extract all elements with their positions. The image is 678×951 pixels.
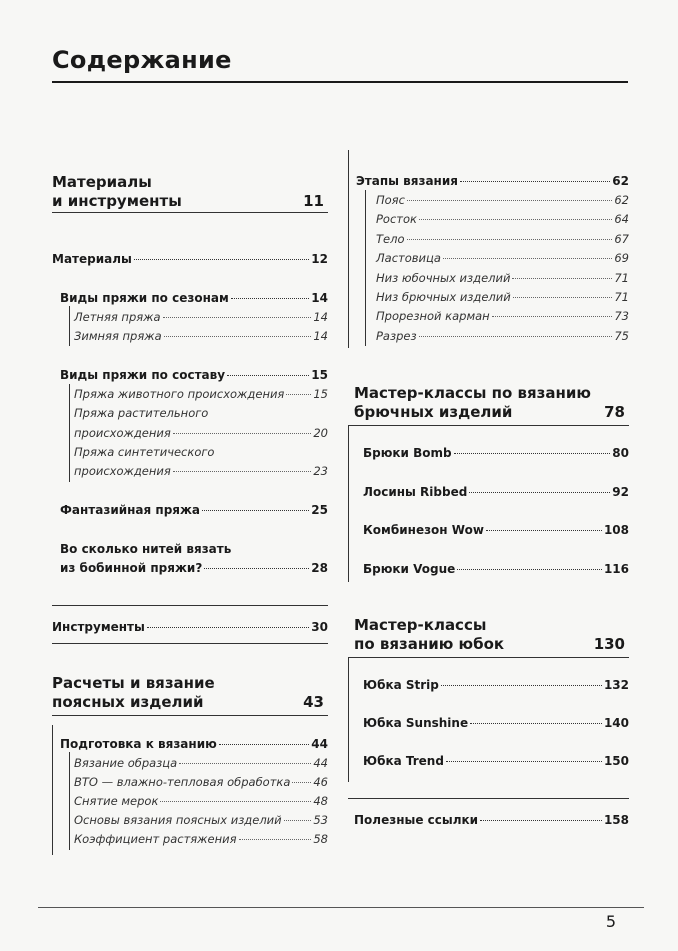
toc-entry-summer-yarn[interactable]: Летняя пряжа 14: [74, 310, 328, 324]
toc-entry-skirt-trend[interactable]: Юбка Trend 150: [363, 754, 629, 768]
heading-line-2: поясных изделий: [52, 693, 204, 711]
heading-line-1: Материалы: [52, 173, 152, 191]
toc-entry-plant-yarn[interactable]: происхождения 20: [74, 426, 328, 440]
toc-entry-tools[interactable]: Инструменты 30: [52, 620, 328, 634]
toc-entry-skirt-strip[interactable]: Юбка Strip 132: [363, 678, 629, 692]
heading-line-1: Мастер-классы по вязанию: [354, 384, 591, 402]
section-rule: [52, 643, 328, 644]
toc-entry-yarn-season[interactable]: Виды пряжи по сезонам 14: [60, 291, 328, 305]
subsection-bar: [69, 752, 70, 850]
section-bar: [348, 425, 349, 582]
section-bar: [348, 657, 349, 782]
subsection-bar: [365, 190, 366, 346]
toc-entry-yarn-composition[interactable]: Виды пряжи по составу 15: [60, 368, 328, 382]
section-heading-materials-tools[interactable]: [52, 173, 328, 211]
heading-page: 43: [303, 693, 324, 711]
toc-entry-plant-yarn-line1[interactable]: Пряжа растительного: [74, 406, 209, 420]
toc-entry-stretch[interactable]: Коэффициент растяжения 58: [74, 832, 328, 846]
section-bar: [348, 150, 349, 348]
heading-line-2: и инструменты: [52, 192, 182, 210]
toc-entry-body[interactable]: Тело 67: [376, 232, 629, 246]
section-heading-skirts-masterclasses[interactable]: [354, 616, 629, 654]
toc-entry-winter-yarn[interactable]: Зимняя пряжа 14: [74, 329, 328, 343]
heading-line-2: по вязанию юбок: [354, 635, 505, 653]
page-number: 5: [605, 912, 616, 931]
toc-entry-jumpsuit-wow[interactable]: Комбинезон Wow 108: [363, 523, 629, 537]
toc-entry-sample[interactable]: Вязание образца 44: [74, 756, 328, 770]
section-heading-pants-masterclasses[interactable]: [354, 384, 629, 422]
section-heading-calculations[interactable]: [52, 674, 328, 712]
toc-entry-fantasy-yarn[interactable]: Фантазийная пряжа 25: [60, 503, 328, 517]
toc-entry-pants-bottom[interactable]: Низ брючных изделий 71: [376, 290, 629, 304]
toc-entry-threads[interactable]: из бобинной пряжи? 28: [60, 561, 328, 575]
toc-entry-animal-yarn[interactable]: Пряжа животного происхождения 15: [74, 387, 328, 401]
heading-rule: [52, 212, 328, 213]
toc-entry-vto[interactable]: ВТО — влажно-тепловая обработка 46: [74, 775, 328, 789]
toc-entry-gusset[interactable]: Ластовица 69: [376, 251, 629, 265]
toc-entry-skirt-bottom[interactable]: Низ юбочных изделий 71: [376, 271, 629, 285]
heading-rule: [348, 657, 629, 658]
toc-entry-rost[interactable]: Росток 64: [376, 212, 629, 226]
heading-page: 78: [604, 403, 625, 421]
heading-page: 11: [303, 192, 324, 210]
heading-line-1: Расчеты и вязание: [52, 674, 215, 692]
footer-rule: [38, 907, 644, 908]
toc-entry-skirt-sunshine[interactable]: Юбка Sunshine 140: [363, 716, 629, 730]
toc-entry-belt[interactable]: Пояс 62: [376, 193, 629, 207]
toc-entry-pants-bomb[interactable]: Брюки Bomb 80: [363, 446, 629, 460]
subsection-bar: [69, 306, 70, 346]
toc-entry-threads-line1[interactable]: Во сколько нитей вязать: [60, 542, 232, 556]
toc-entry-synthetic-yarn[interactable]: происхождения 23: [74, 464, 328, 478]
toc-entry-basics[interactable]: Основы вязания поясных изделий 53: [74, 813, 328, 827]
toc-entry-measurements[interactable]: Снятие мерок 48: [74, 794, 328, 808]
section-rule: [348, 798, 629, 799]
heading-rule: [348, 425, 629, 426]
title-rule: [52, 81, 628, 83]
heading-line-1: Мастер-классы: [354, 616, 487, 634]
subsection-bar: [69, 384, 70, 482]
toc-entry-pocket[interactable]: Прорезной карман 73: [376, 309, 629, 323]
toc-entry-useful-links[interactable]: Полезные ссылки 158: [354, 813, 629, 827]
section-rule: [52, 605, 328, 606]
toc-entry-pants-vogue[interactable]: Брюки Vogue 116: [363, 562, 629, 576]
heading-page: 130: [593, 635, 625, 653]
toc-entry-preparation[interactable]: Подготовка к вязанию 44: [60, 737, 328, 751]
heading-rule: [52, 715, 328, 716]
toc-entry-slit[interactable]: Разрез 75: [376, 329, 629, 343]
toc-entry-stages[interactable]: Этапы вязания 62: [356, 174, 629, 188]
section-bar: [52, 725, 53, 855]
toc-entry-synthetic-yarn-line1[interactable]: Пряжа синтетического: [74, 445, 215, 459]
heading-line-2: брючных изделий: [354, 403, 513, 421]
toc-entry-materials[interactable]: Материалы 12: [52, 252, 328, 266]
toc-entry-leggings-ribbed[interactable]: Лосины Ribbed 92: [363, 485, 629, 499]
page-title: Содержание: [52, 46, 232, 74]
